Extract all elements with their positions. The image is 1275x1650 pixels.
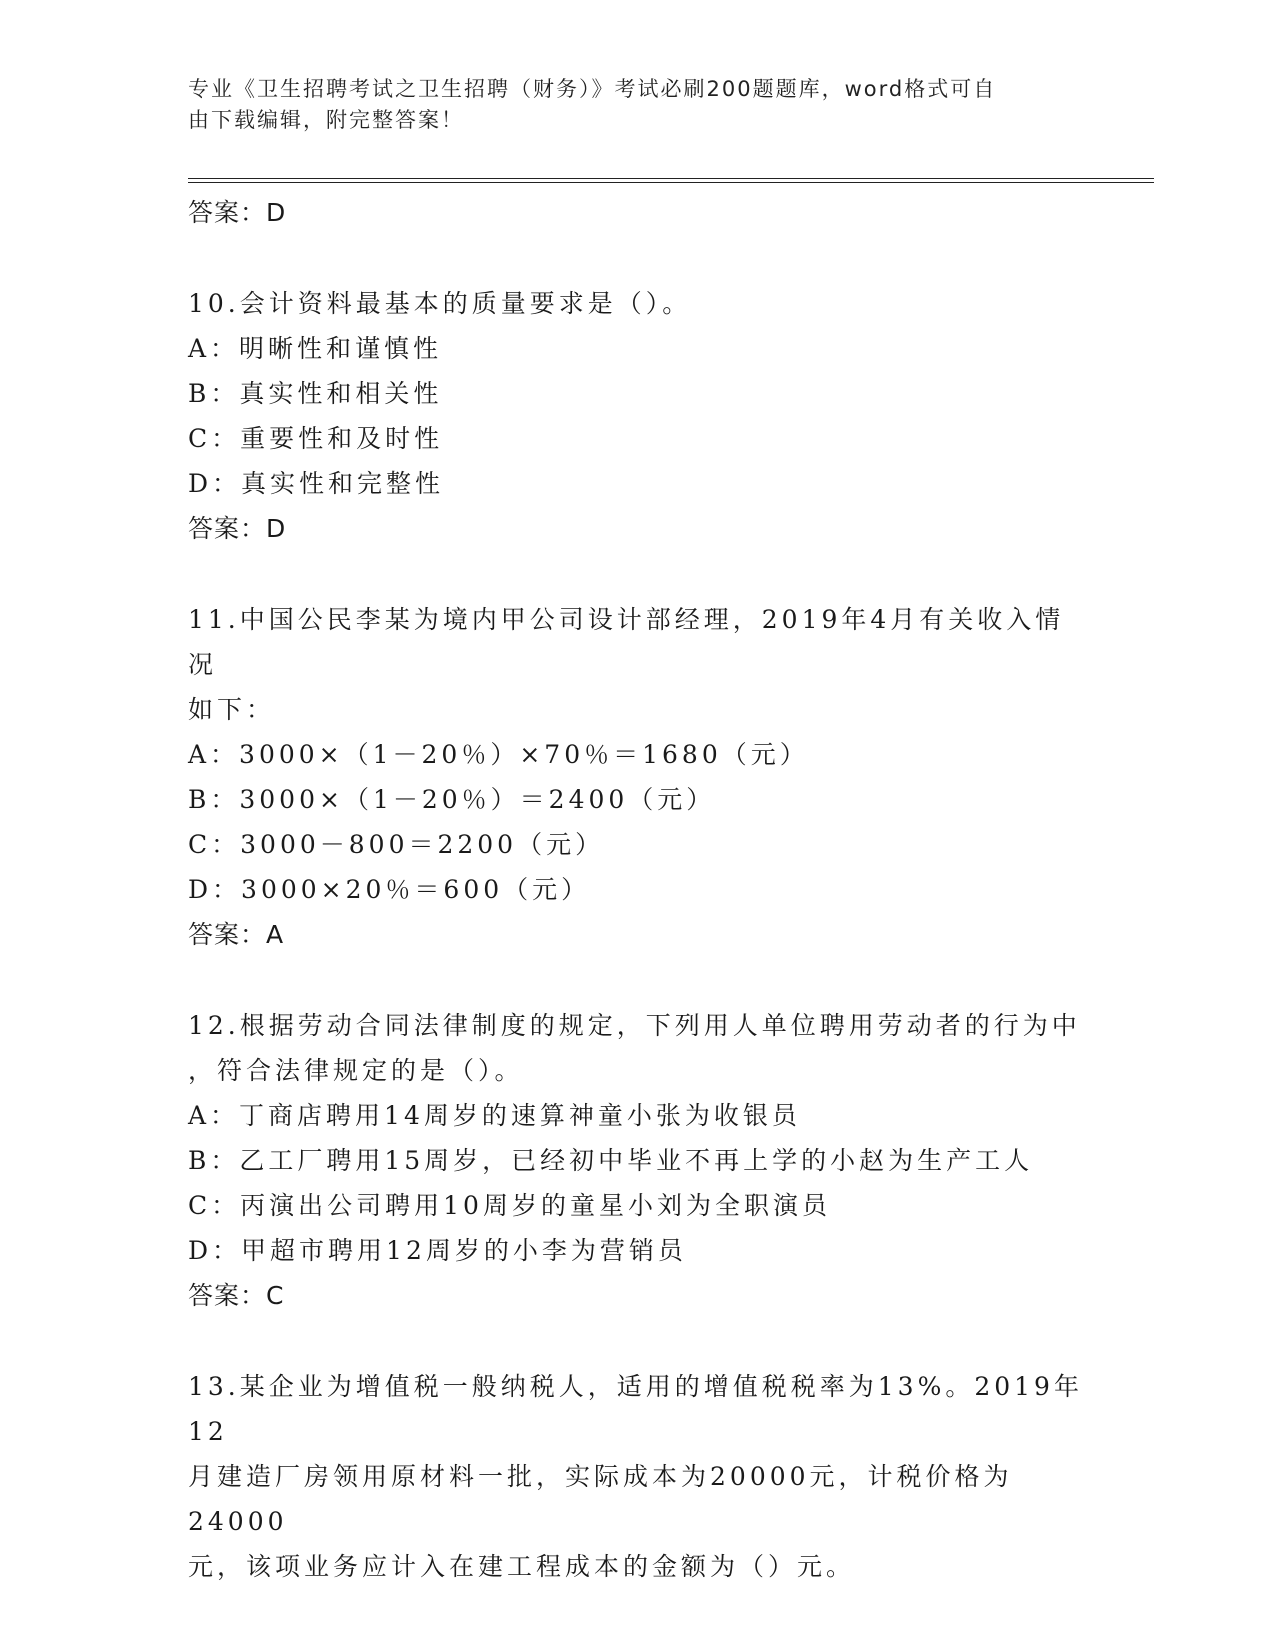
question-text: 13.某企业为增值税一般纳税人，适用的增值税税率为13%。2019年12	[188, 1372, 1083, 1446]
answer-previous: 答案：D	[188, 198, 287, 227]
question-text-cont: 如下：	[188, 695, 276, 724]
option-a: A：明晰性和谨慎性	[188, 334, 443, 363]
question-text-cont-2: 元，该项业务应计入在建工程成本的金额为（）元。	[188, 1552, 856, 1581]
header-line-2: 由下载编辑，附完整答案！	[188, 108, 464, 132]
question-text-cont: 月建造厂房领用原材料一批，实际成本为20000元，计税价格为24000	[188, 1462, 1013, 1536]
header-line-1: 专业《卫生招聘考试之卫生招聘（财务）》考试必刷200题题库，word格式可自	[188, 77, 997, 101]
header-divider-top	[188, 178, 1154, 179]
option-b: B：真实性和相关性	[188, 379, 443, 408]
question-11	[188, 597, 1088, 957]
answer: 答案：C	[188, 1281, 285, 1310]
question-12	[188, 1003, 1088, 1318]
document-header	[188, 74, 1068, 136]
question-list	[188, 190, 1088, 1589]
question-13	[188, 1364, 1088, 1589]
option-c: C：3000－800＝2200（元）	[188, 830, 605, 859]
option-d: D：甲超市聘用12周岁的小李为营销员	[188, 1236, 687, 1265]
option-b: B：乙工厂聘用15周岁，已经初中毕业不再上学的小赵为生产工人	[188, 1146, 1034, 1175]
question-text-cont: ，符合法律规定的是（）。	[188, 1056, 524, 1085]
answer: 答案：A	[188, 920, 285, 949]
option-a: A：3000×（1－20％）×70％＝1680（元）	[188, 740, 809, 769]
header-divider-bottom	[188, 182, 1154, 183]
question-text: 11.中国公民李某为境内甲公司设计部经理，2019年4月有关收入情况	[188, 605, 1065, 679]
question-10	[188, 281, 1088, 551]
option-a: A：丁商店聘用14周岁的速算神童小张为收银员	[188, 1101, 801, 1130]
question-text: 10.会计资料最基本的质量要求是（）。	[188, 289, 692, 318]
option-d: D：3000×20％＝600（元）	[188, 875, 591, 904]
option-c: C：重要性和及时性	[188, 424, 444, 453]
option-c: C：丙演出公司聘用10周岁的童星小刘为全职演员	[188, 1191, 831, 1220]
option-b: B：3000×（1－20％）＝2400（元）	[188, 785, 716, 814]
option-d: D：真实性和完整性	[188, 469, 445, 498]
answer: 答案：D	[188, 514, 287, 543]
question-text: 12.根据劳动合同法律制度的规定，下列用人单位聘用劳动者的行为中	[188, 1011, 1081, 1040]
